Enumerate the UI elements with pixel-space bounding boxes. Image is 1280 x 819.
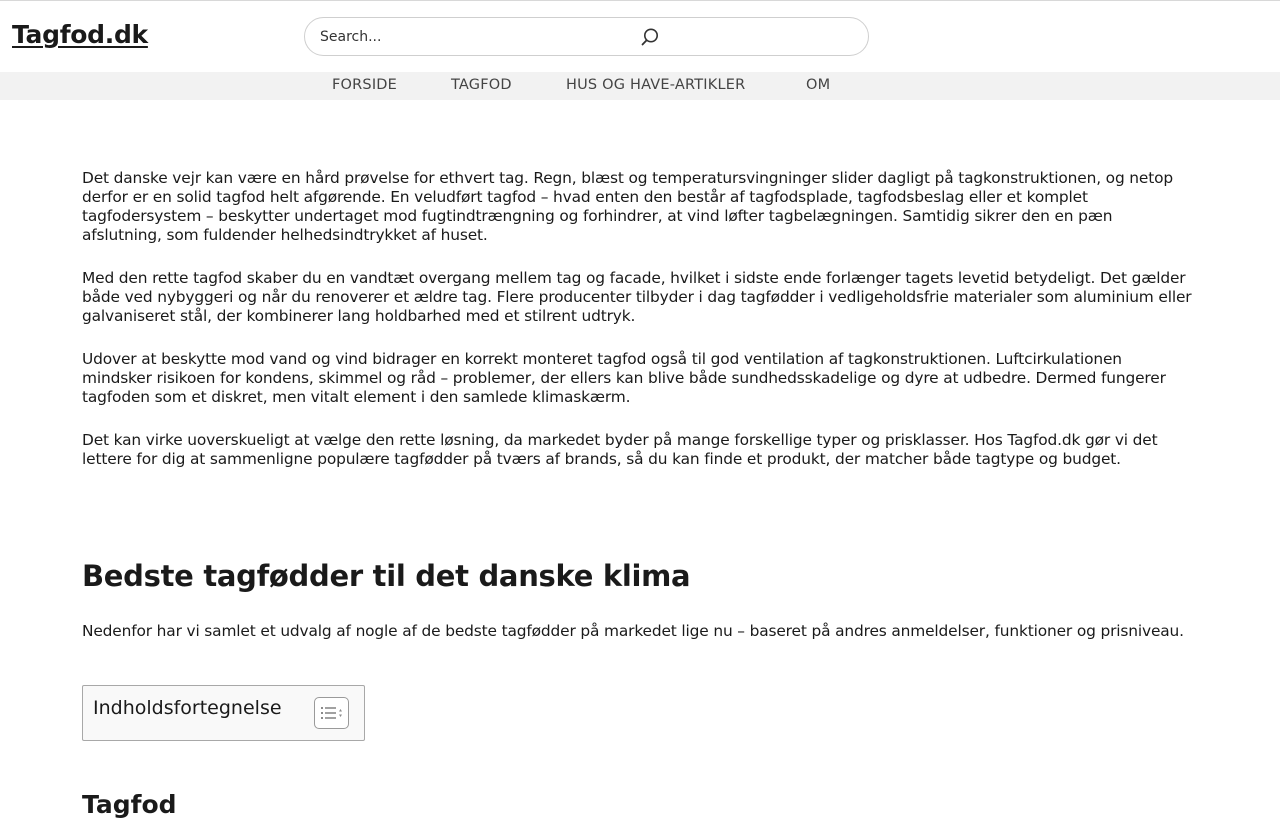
article-paragraph: Udover at beskytte mod vand og vind bidrager en korrekt monteret tagfod også til god ventilation af tagkonstruktionen. Luftcirkulationen mindsker risikoen for kondens, skimmel og råd – problemer, der ellers kan blive både sundhedsskadelige og dyre at udbedre. Dermed fungerer tagfoden som et diskret, men vitalt element i den samlede klimaskærm. [82,350,1166,406]
table-of-contents [82,685,365,741]
search-bar [304,17,869,56]
main-nav [0,72,1280,100]
toc-toggle-button[interactable] [314,697,349,729]
next-section-heading: Tagfod [82,790,177,819]
article-paragraph: Det danske vejr kan være en hård prøvelse for ethvert tag. Regn, blæst og temperatursvingninger slider dagligt på tagkonstruktionen, og netop derfor er en solid tagfod helt afgørende. En veludført tagfod – hvad enten den består af tagfodsplade, tagfodsbeslag eller et komplet tagfodersystem – beskytter undertaget mod fugtindtrængning og forhindrer, at vind løfter tagbelægningen. Samtidig sikrer den en pæn afslutning, som fuldender helhedsindtrykket af huset. [82,169,1173,244]
site-header [0,1,1280,72]
search-button[interactable] [641,26,663,48]
nav-item-hus-og-have-artikler[interactable]: HUS OG HAVE-ARTIKLER [566,77,746,93]
section-intro: Nedenfor har vi samlet et udvalg af nogle af de bedste tagfødder på markedet lige nu – baseret på andres anmeldelser, funktioner og prisniveau. [82,622,1184,640]
list-toggle-icon [315,698,348,728]
article-paragraph: Det kan virke uoverskueligt at vælge den rette løsning, da markedet byder på mange forskellige typer og prisklasser. Hos Tagfod.dk gør vi det lettere for dig at sammenligne populære tagfødder på tværs af brands, så du kan finde et produkt, der matcher både tagtype og budget. [82,431,1158,468]
nav-item-om[interactable]: OM [806,77,831,93]
nav-item-tagfod[interactable]: TAGFOD [451,77,512,93]
section-heading: Bedste tagfødder til det danske klima [82,559,691,593]
article-body [82,169,1192,469]
toc-title: Indholdsfortegnelse [93,697,282,719]
search-input[interactable] [320,26,620,48]
nav-item-forside[interactable]: FORSIDE [332,77,398,93]
site-logo[interactable]: Tagfod.dk [12,20,148,49]
search-icon [641,26,663,48]
article-paragraph: Med den rette tagfod skaber du en vandtæt overgang mellem tag og facade, hvilket i sidste ende forlænger tagets levetid betydeligt. Det gælder både ved nybyggeri og når du renoverer et ældre tag. Flere producenter tilbyder i dag tagfødder i vedligeholdsfrie materialer som aluminium eller galvaniseret stål, der kombinerer lang holdbarhed med et stilrent udtryk. [82,269,1192,325]
